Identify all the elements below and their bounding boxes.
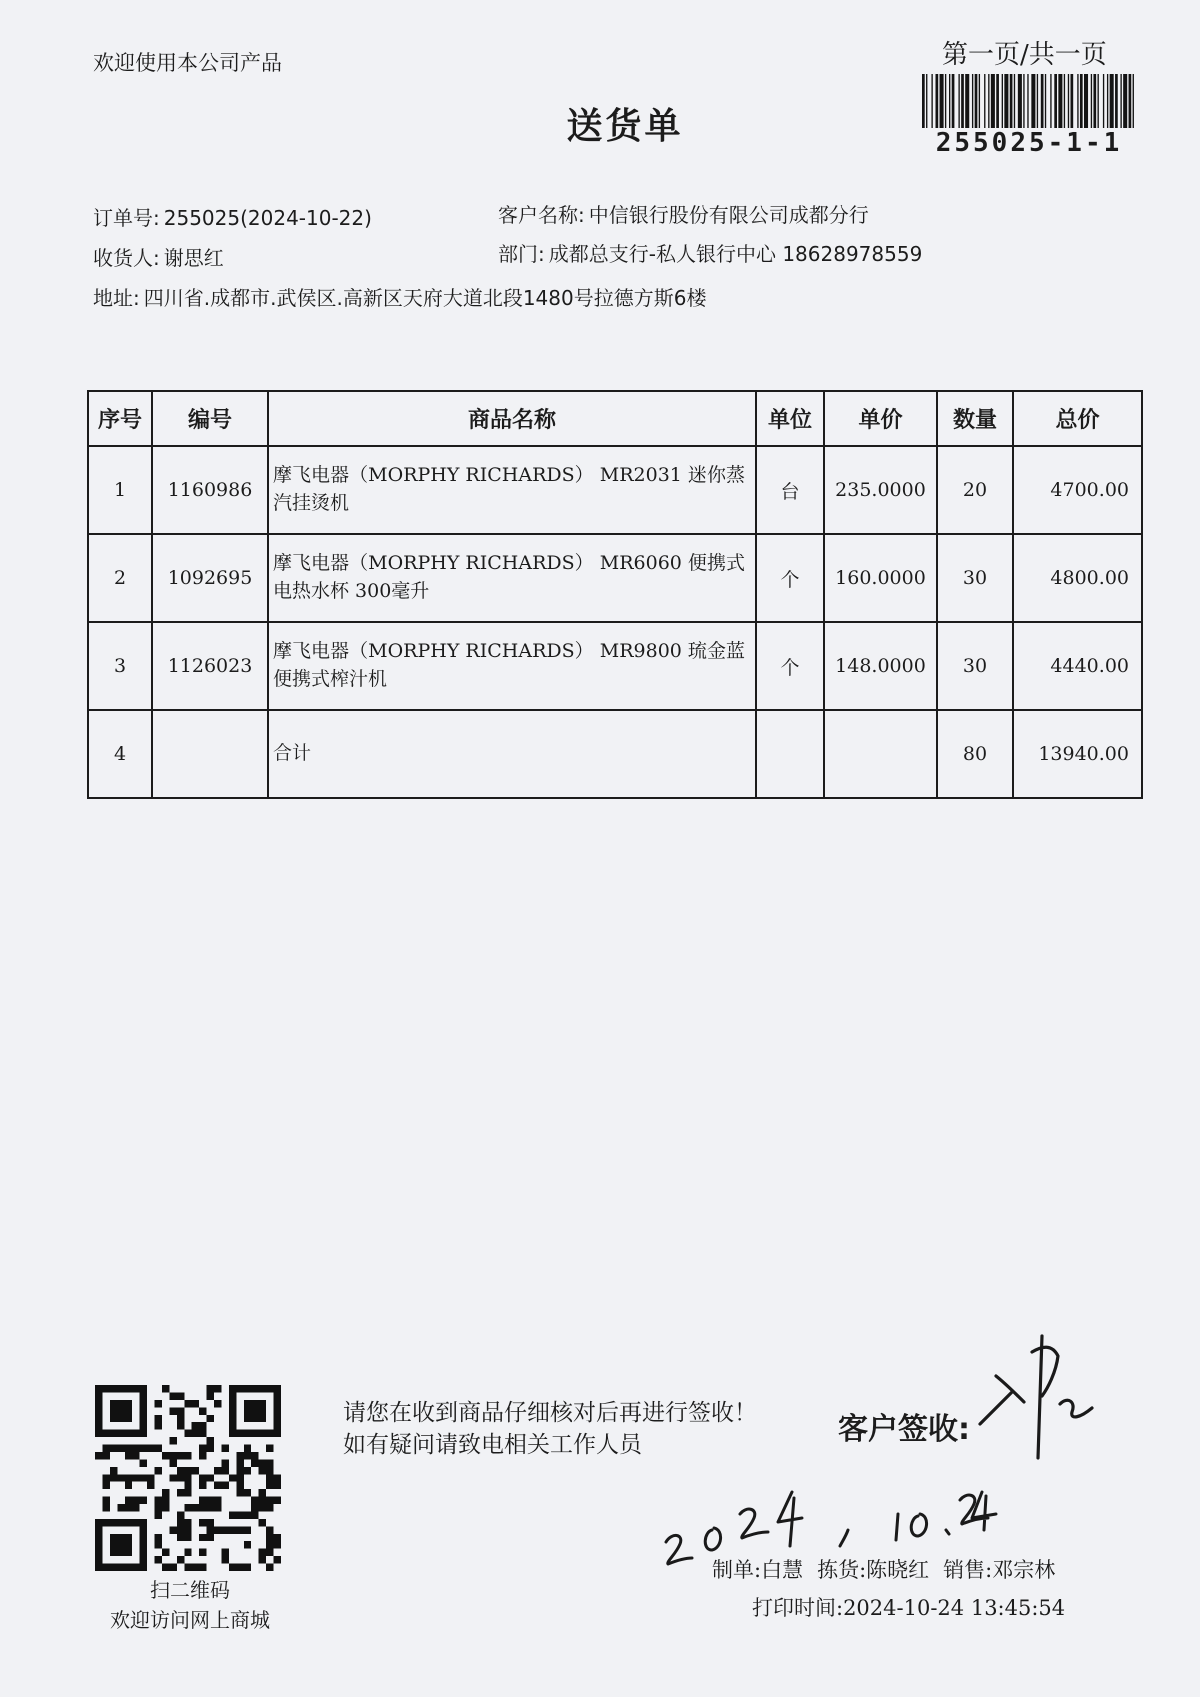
cell-code [152,710,268,798]
customer-name [498,199,869,228]
address [93,282,706,311]
department-value: 成都总支行-私人银行中心 18628978559 [548,242,923,266]
cell-grand-total: 13940.00 [1013,710,1142,798]
cell-quantity: 30 [937,534,1013,622]
cell-code: 1126023 [152,622,268,710]
cell-quantity: 30 [937,622,1013,710]
cell-total: 4800.00 [1013,534,1142,622]
table-total-row [88,710,1142,798]
header-unit-price: 单价 [824,391,937,446]
table-row [88,446,1142,534]
items-table [87,390,1143,799]
header-total: 总价 [1013,391,1142,446]
address-value: 四川省.成都市.武侯区.高新区天府大道北段1480号拉德方斯6楼 [143,286,707,310]
department [498,238,922,267]
cell-total: 4700.00 [1013,446,1142,534]
qr-code [95,1385,281,1571]
cell-unit: 台 [756,446,824,534]
cell-unit: 个 [756,534,824,622]
address-label: 地址: [93,286,140,310]
cell-product-name: 摩飞电器（MORPHY RICHARDS） MR9800 琉金蓝 便携式榨汁机 [268,622,756,710]
order-number-value: 255025(2024-10-22) [163,206,372,230]
table-header-row [88,391,1142,446]
picker-text: 拣货:陈晓红 [817,1558,930,1582]
cell-product-name: 摩飞电器（MORPHY RICHARDS） MR6060 便携式电热水杯 300毫升 [268,534,756,622]
qr-caption-scan: 扫二维码 [150,1578,230,1602]
cell-seq: 1 [88,446,152,534]
cell-unit [756,710,824,798]
header-seq: 序号 [88,391,152,446]
table-row [88,622,1142,710]
header-product-name: 商品名称 [268,391,756,446]
cell-code: 1092695 [152,534,268,622]
cell-quantity: 20 [937,446,1013,534]
welcome-text: 欢迎使用本公司产品 [93,51,282,75]
customer-name-label: 客户名称: [498,203,585,227]
customer-sign-label: 客户签收: [838,1412,970,1447]
qr-caption-visit: 欢迎访问网上商城 [110,1608,270,1632]
handwritten-signature [972,1332,1096,1462]
department-label: 部门: [498,242,545,266]
page-title: 送货单 [566,106,684,147]
cell-total-label: 合计 [268,710,756,798]
qr-caption [80,1575,300,1635]
cell-unit-price: 160.0000 [824,534,937,622]
page-number: 第一页/共一页 [942,40,1107,70]
order-number-label: 订单号: [93,206,160,230]
barcode-number: 255025-1-1 [935,128,1123,158]
header-code: 编号 [152,391,268,446]
notice-text: 请您在收到商品仔细核对后再进行签收！如有疑问请致电相关工作人员 [343,1400,757,1458]
receiver [93,242,224,271]
cell-code: 1160986 [152,446,268,534]
print-time: 打印时间:2024-10-24 13:45:54 [752,1596,1066,1620]
customer-name-value: 中信银行股份有限公司成都分行 [588,203,869,227]
maker-text: 制单:白慧 [712,1558,804,1582]
order-number [93,202,372,231]
table-row [88,534,1142,622]
cell-unit-price: 235.0000 [824,446,937,534]
receiver-value: 谢思红 [163,246,224,270]
cell-seq: 3 [88,622,152,710]
staff-info [712,1554,1055,1584]
cell-unit: 个 [756,622,824,710]
sales-text: 销售:邓宗林 [943,1558,1056,1582]
cell-unit-price: 148.0000 [824,622,937,710]
cell-seq: 2 [88,534,152,622]
cell-total: 4440.00 [1013,622,1142,710]
cell-total-quantity: 80 [937,710,1013,798]
cell-product-name: 摩飞电器（MORPHY RICHARDS） MR2031 迷你蒸汽挂烫机 [268,446,756,534]
receiver-label: 收货人: [93,246,160,270]
header-quantity: 数量 [937,391,1013,446]
cell-unit-price [824,710,937,798]
header-unit: 单位 [756,391,824,446]
cell-seq: 4 [88,710,152,798]
